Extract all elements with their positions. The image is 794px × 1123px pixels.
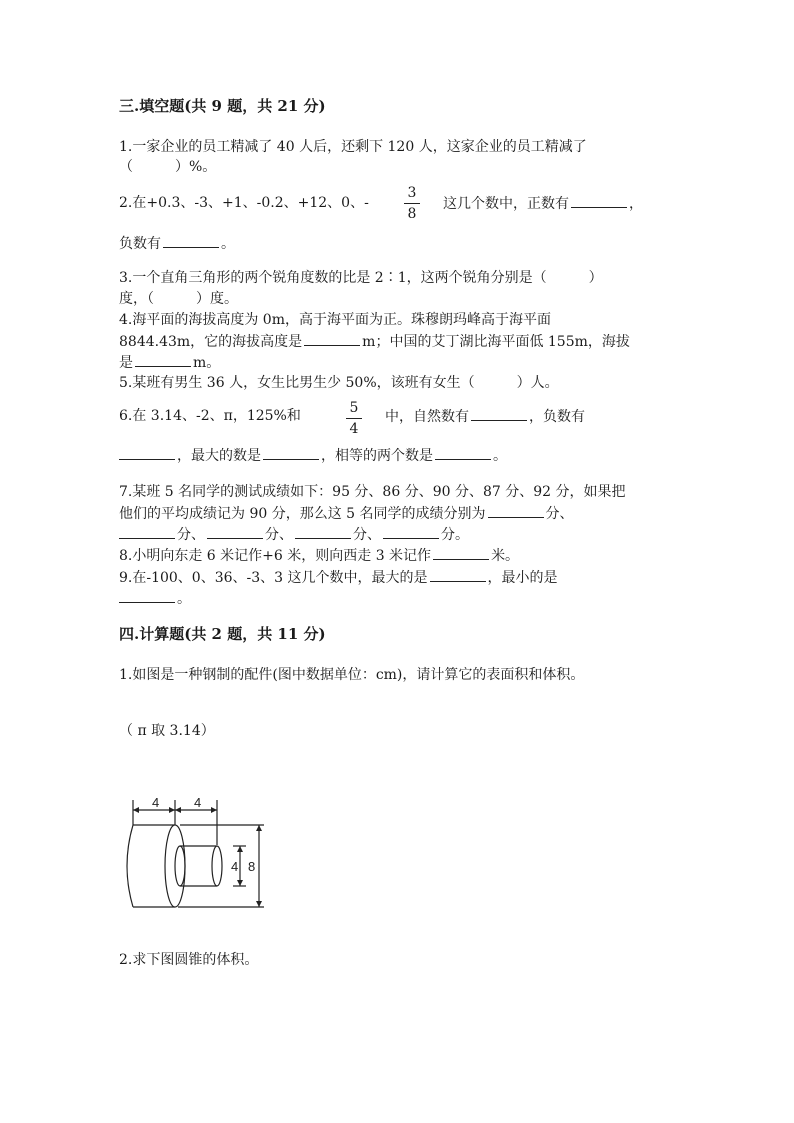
q6-line2	[119, 445, 507, 466]
q4-text-b: 8844.43m，它的海拔高度是	[119, 334, 303, 350]
q4-line3	[119, 352, 220, 373]
section-title-fill: 三.填空题(共 9 题，共 21 分)	[119, 97, 326, 115]
c2-line: 2.求下图圆锥的体积。	[119, 952, 259, 968]
q9-text-a: 9.在-100、0、36、-3、3 这几个数中，最大的是	[119, 570, 428, 586]
q2-fraction-numerator: 3	[407, 185, 417, 201]
q6-fraction-numerator: 5	[349, 400, 359, 416]
q4-line2	[119, 331, 630, 352]
arrowhead	[237, 846, 243, 852]
q7-text-b: 他们的平均成绩记为 90 分，那么这 5 名同学的成绩分别为	[119, 506, 486, 522]
q7-blank-2[interactable]	[119, 524, 175, 539]
q7-text-c: 分、	[545, 506, 574, 522]
q2-comma: ，	[629, 196, 643, 212]
q6-max-blank[interactable]	[263, 445, 319, 460]
q6-max-label: ，最大的数是	[177, 448, 261, 464]
q2-fraction-bar	[404, 203, 420, 204]
q9-period: 。	[177, 591, 191, 607]
q2-line2	[119, 233, 235, 254]
q6-line1	[119, 406, 301, 426]
q6-equal-blank[interactable]	[435, 445, 491, 460]
q3-line1: 3.一个直角三角形的两个锐角度数的比是 2∶1，这两个锐角分别是（ ）	[119, 270, 603, 286]
label-top-right: 4	[194, 795, 202, 810]
q4-text-c: m；中国的艾丁湖比海平面低 155m，海拔	[362, 334, 630, 350]
q7-blank-5[interactable]	[383, 524, 439, 539]
q2-negative-label: 负数有	[119, 236, 161, 252]
q4-blank-2[interactable]	[135, 352, 191, 367]
q2-fraction-denominator: 8	[407, 206, 417, 222]
q6-negative-label: ，负数有	[529, 409, 585, 425]
q7-unit-3: 分、	[265, 527, 293, 543]
q2-line1	[119, 193, 369, 213]
c1-line1: 1.如图是一种钢制的配件(图中数据单位：cm)，请计算它的表面积和体积。	[119, 667, 585, 683]
q9-text-b: ，最小的是	[487, 570, 558, 586]
q4-text-d: 是	[119, 355, 133, 371]
q4-blank-1[interactable]	[304, 331, 360, 346]
q2-positive-blank[interactable]	[571, 193, 627, 208]
q1-line2: （ ）%。	[119, 159, 217, 175]
q7-blank-3[interactable]	[207, 524, 263, 539]
arrowhead	[175, 807, 181, 813]
q2-positive-label: 这几个数中，正数有	[443, 196, 569, 212]
q2-line1-rest	[443, 193, 643, 214]
q2-negative-blank[interactable]	[163, 233, 219, 248]
q7-line2	[119, 503, 574, 524]
q7-line3	[119, 524, 469, 545]
q6-fraction	[346, 400, 362, 437]
q6-period: 。	[493, 448, 507, 464]
q7-unit-5: 分。	[441, 527, 469, 543]
q6-text-a: 6.在 3.14、-2、π，125%和	[119, 408, 301, 424]
arrowhead	[211, 807, 217, 813]
q9-max-blank[interactable]	[430, 567, 486, 582]
label-top-left: 4	[152, 795, 160, 810]
q7-blank-4[interactable]	[295, 524, 351, 539]
q9-min-blank[interactable]	[119, 588, 175, 603]
q9-line1	[119, 567, 558, 588]
q3-line2: 度，（ ）度。	[119, 291, 238, 307]
q6-equal-label: ，相等的两个数是	[321, 448, 433, 464]
steel-part-figure	[118, 795, 268, 910]
q9-line2	[119, 588, 191, 609]
q7-blank-1[interactable]	[488, 503, 544, 518]
arrowhead	[133, 807, 139, 813]
q1-line1: 1.一家企业的员工精减了 40 人后，还剩下 120 人，这家企业的员工精减了	[119, 139, 587, 155]
arrowhead	[169, 807, 175, 813]
q6-fraction-bar	[346, 418, 362, 419]
q8-text-a: 8.小明向东走 6 米记作+6 米，则向西走 3 米记作	[119, 548, 432, 564]
q8-blank[interactable]	[433, 545, 489, 560]
q7-unit-2: 分、	[177, 527, 205, 543]
q6-natural-blank[interactable]	[471, 406, 527, 421]
section-title-calc: 四.计算题(共 2 题，共 11 分)	[119, 625, 326, 643]
q8-text-b: 米。	[491, 548, 520, 564]
label-inner-diameter: 4	[231, 859, 239, 874]
q2-text: 2.在+0.3、-3、+1、-0.2、+12、0、-	[119, 195, 369, 211]
arrowhead	[256, 901, 262, 907]
inner-cylinder-face	[212, 846, 222, 886]
q2-period: 。	[221, 236, 235, 252]
c1-line2: （ π 取 3.14）	[119, 723, 215, 739]
q8-line	[119, 545, 519, 566]
q6-natural-label: 中，自然数有	[385, 409, 469, 425]
q6-fraction-denominator: 4	[349, 421, 359, 437]
q2-fraction	[404, 185, 420, 222]
q4-text-e: m。	[193, 355, 221, 371]
q6-negative-blank[interactable]	[119, 445, 175, 460]
arrowhead	[256, 825, 262, 831]
q4-line1: 4.海平面的海拔高度为 0m，高于海平面为正。珠穆朗玛峰高于海平面	[119, 312, 551, 328]
label-outer-diameter: 8	[248, 859, 256, 874]
outer-cylinder-left-edge	[127, 825, 133, 907]
q7-line1: 7.某班 5 名同学的测试成绩如下：95 分、86 分、90 分、87 分、92 分，如果把	[119, 484, 626, 500]
q5-line: 5.某班有男生 36 人，女生比男生少 50%，该班有女生（ ）人。	[119, 375, 559, 391]
q6-line1-rest	[385, 406, 585, 427]
q7-unit-4: 分、	[353, 527, 381, 543]
arrowhead	[237, 880, 243, 886]
